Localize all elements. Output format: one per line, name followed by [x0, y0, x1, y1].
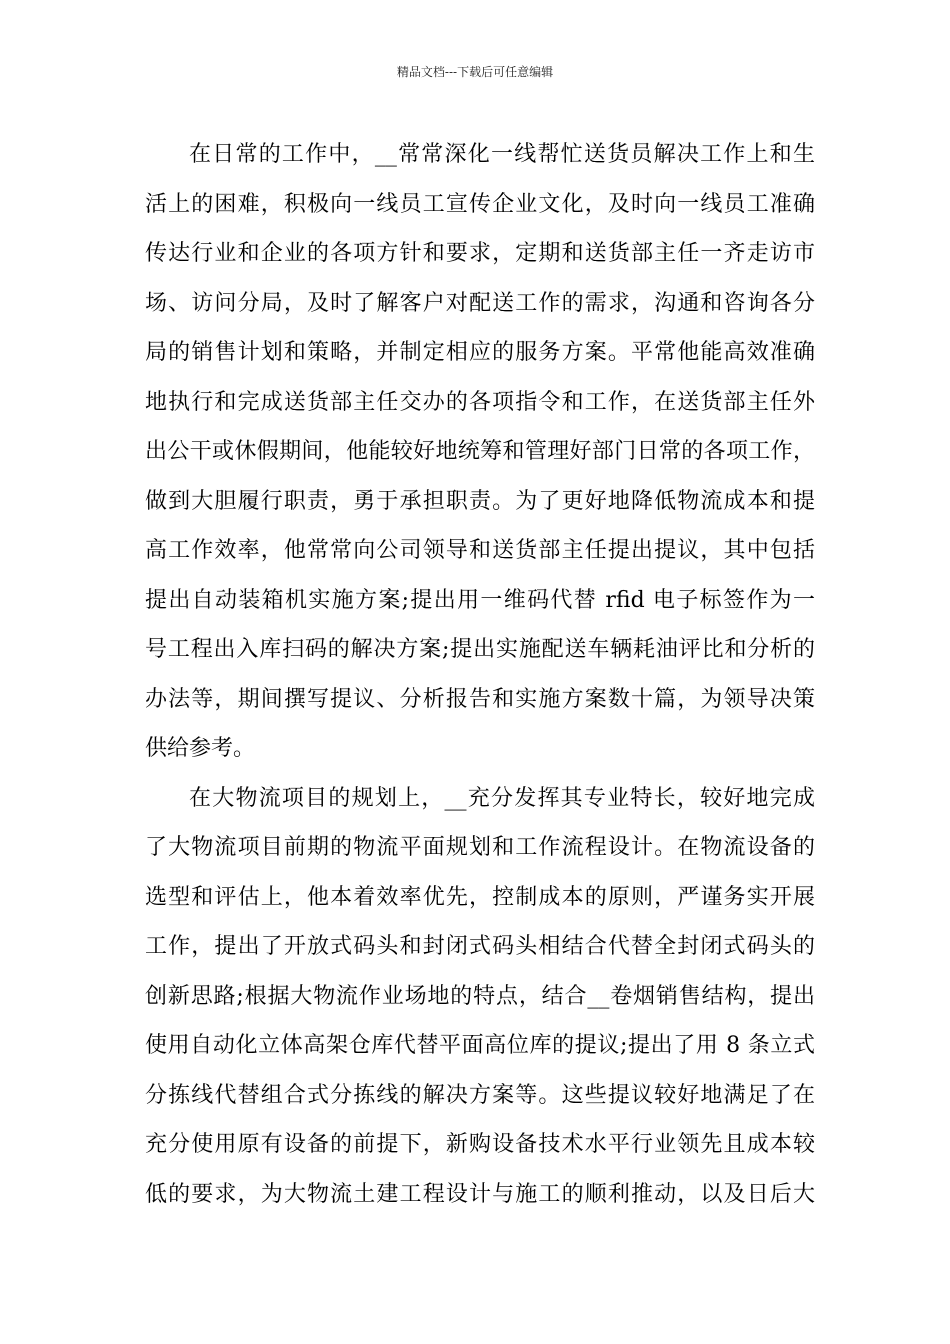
text-line: 高工作效率，他常常向公司领导和送货部主任提出提议，其中包括	[145, 538, 815, 563]
text-line: 活上的困难，积极向一线员工宣传企业文化，及时向一线员工准确	[145, 191, 815, 217]
text-line: 传达行业和企业的各项方针和要求，定期和送货部主任一齐走访市	[145, 241, 815, 266]
text-line: 在日常的工作中，__常常深化一线帮忙送货员解决工作上和生	[189, 142, 815, 167]
document-body	[145, 130, 815, 1219]
text-line: 低的要求，为大物流土建工程设计与施工的顺利推动，以及日后大	[145, 1181, 815, 1207]
paragraph	[145, 130, 815, 774]
text-line: 使用自动化立体高架仓库代替平面高位库的提议;提出了用 8 条立式	[145, 1033, 815, 1058]
page-header: 精品文档---下载后可任意编辑	[396, 65, 554, 79]
text-line: 了大物流项目前期的物流平面规划和工作流程设计。在物流设备的	[145, 835, 815, 860]
text-line: 地执行和完成送货部主任交办的各项指令和工作，在送货部主任外	[145, 389, 815, 415]
text-line: 局的销售计划和策略，并制定相应的服务方案。平常他能高效准确	[145, 340, 815, 365]
text-line: 在大物流项目的规划上，__充分发挥其专业特长，较好地完成	[189, 785, 815, 811]
text-line: 提出自动装箱机实施方案;提出用一维码代替 rfid 电子标签作为一	[145, 587, 815, 613]
text-line: 号工程出入库扫码的解决方案;提出实施配送车辆耗油评比和分析的	[145, 637, 815, 662]
text-line: 做到大胆履行职责，勇于承担职责。为了更好地降低物流成本和提	[145, 488, 815, 514]
text-line: 充分使用原有设备的前提下，新购设备技术水平行业领先且成本较	[145, 1132, 815, 1157]
text-line: 工作，提出了开放式码头和封闭式码头相结合代替全封闭式码头的	[145, 934, 815, 959]
text-line: 选型和评估上，他本着效率优先，控制成本的原则，严谨务实开展	[145, 884, 815, 910]
text-line: 办法等，期间撰写提议、分析报告和实施方案数十篇，为领导决策	[145, 686, 815, 712]
text-line: 创新思路;根据大物流作业场地的特点，结合__卷烟销售结构，提出	[145, 983, 815, 1009]
text-line: 供给参考。	[145, 736, 256, 761]
text-line: 分拣线代替组合式分拣线的解决方案等。这些提议较好地满足了在	[145, 1082, 815, 1108]
text-line: 场、访问分局，及时了解客户对配送工作的需求，沟通和咨询各分	[145, 290, 815, 316]
paragraph	[145, 774, 815, 1220]
text-line: 出公干或休假期间，他能较好地统筹和管理好部门日常的各项工作，	[145, 439, 815, 464]
